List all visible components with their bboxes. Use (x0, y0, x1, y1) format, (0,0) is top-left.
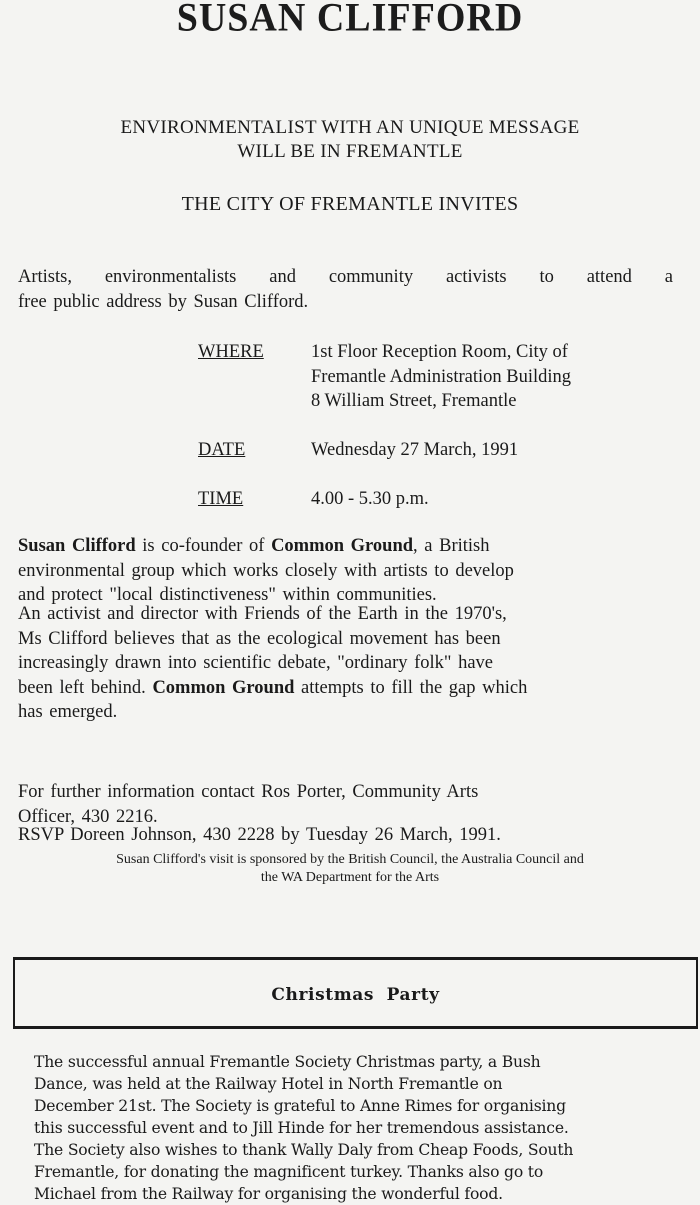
page-title: SUSAN CLIFFORD (176, 0, 524, 41)
invites-heading: THE CITY OF FREMANTLE INVITES (181, 193, 519, 215)
activist-line-5: has emerged. (18, 702, 118, 722)
subtitle-line-1: ENVIRONMENTALIST WITH AN UNIQUE MESSAGE (120, 117, 580, 138)
sponsor-line-2: the WA Department for the Arts (260, 870, 440, 885)
activist-text-b: attempts to fill the gap which (294, 677, 528, 698)
christmas-line: this successful event and to Jill Hinde for her tremendous assistance. (34, 1119, 569, 1137)
christmas-heading: Christmas Party (271, 985, 440, 1005)
cofounder-line-1 (18, 534, 688, 559)
org-bold: Common Ground (271, 536, 414, 556)
subtitle-line-2: WILL BE IN FREMANTLE (237, 141, 463, 162)
contact-info (18, 780, 688, 829)
christmas-line: The Society also wishes to thank Wally Daly from Cheap Foods, South (34, 1141, 574, 1159)
invitation-text (18, 265, 688, 314)
activist-line-4 (18, 676, 688, 701)
activist-paragraph (18, 602, 688, 725)
time-value: 4.00 - 5.30 p.m. (311, 489, 429, 509)
cofounder-text-a: is co-founder of (135, 536, 272, 556)
invitation-line-1: Artists, environmentalists and community activists to attend a (18, 267, 673, 287)
contact-line-1: For further information contact Ros Porter, Community Arts (18, 782, 479, 802)
christmas-line: Michael from the Railway for organising the wonderful food. (34, 1185, 503, 1203)
activist-text-a: been left behind. (18, 677, 153, 698)
org-bold-2: Common Ground (152, 677, 295, 698)
christmas-paragraph (34, 1051, 694, 1205)
where-label: WHERE (198, 342, 264, 362)
where-line-3: 8 William Street, Fremantle (311, 391, 517, 411)
time-label: TIME (198, 489, 244, 509)
name-bold: Susan Clifford (18, 536, 136, 556)
date-value: Wednesday 27 March, 1991 (311, 440, 519, 460)
activist-line-3: increasingly drawn into scientific debate, "ordinary folk" have (18, 653, 494, 673)
christmas-line: December 21st. The Society is grateful to Anne Rimes for organising (34, 1097, 566, 1115)
date-label: DATE (198, 440, 246, 460)
christmas-line: Fremantle, for donating the magnificent turkey. Thanks also go to (34, 1163, 544, 1181)
where-line-1: 1st Floor Reception Room, City of (311, 342, 568, 362)
cofounder-paragraph (18, 534, 688, 608)
rsvp-line: RSVP Doreen Johnson, 430 2228 by Tuesday 26 March, 1991. (18, 825, 501, 845)
where-value (311, 340, 691, 414)
activist-line-1: An activist and director with Friends of the Earth in the 1970's, (18, 604, 507, 624)
contact-line-2: Officer, 430 2216. (18, 806, 158, 827)
christmas-line: The successful annual Fremantle Society Christmas party, a Bush (34, 1053, 541, 1071)
christmas-line: Dance, was held at the Railway Hotel in North Fremantle on (34, 1075, 503, 1093)
sponsor-note (0, 851, 700, 887)
cofounder-line-3: and protect "local distinctiveness" within communities. (18, 585, 437, 605)
where-line-2: Fremantle Administration Building (311, 366, 572, 387)
cofounder-line-2: environmental group which works closely with artists to develop (18, 560, 514, 581)
sponsor-line-1: Susan Clifford's visit is sponsored by the British Council, the Australia Council and (116, 852, 584, 867)
activist-line-2: Ms Clifford believes that as the ecological movement has been (18, 628, 501, 649)
subtitle (0, 116, 700, 164)
invitation-line-2: free public address by Susan Clifford. (18, 291, 309, 312)
cofounder-text-b: , a British (413, 536, 490, 556)
